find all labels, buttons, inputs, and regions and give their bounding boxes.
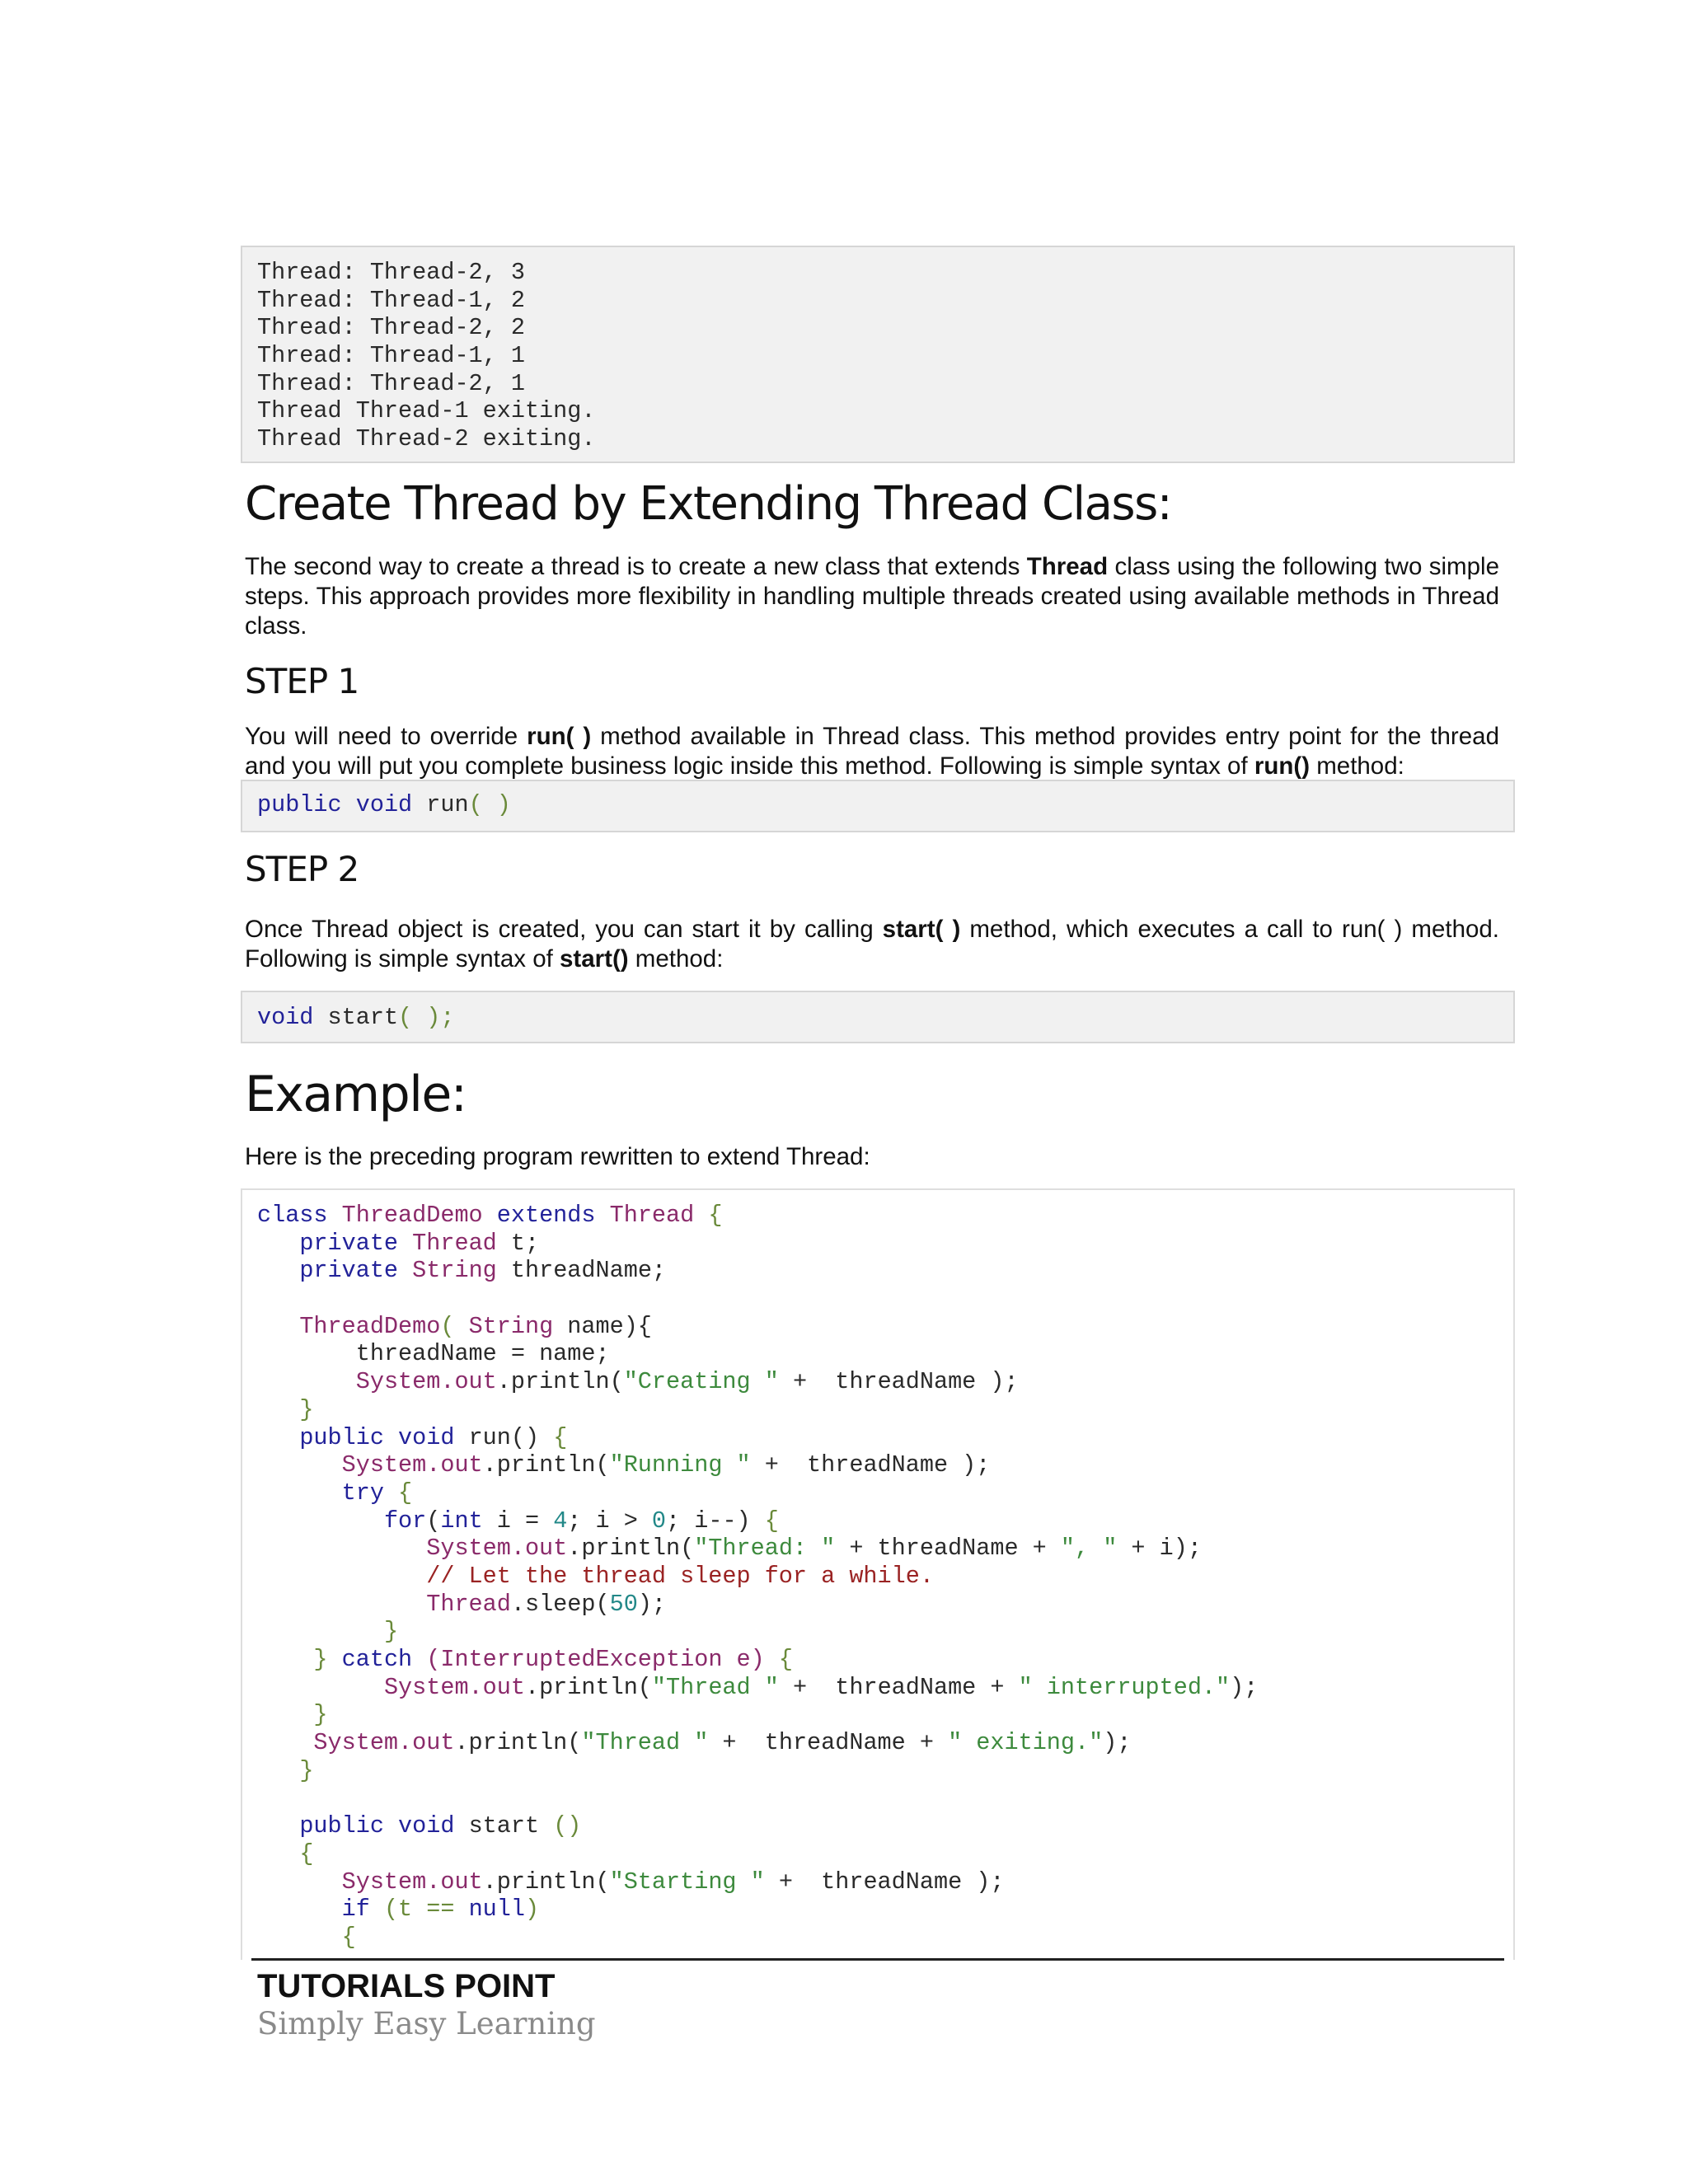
code-line: System.out.println("Thread: " + threadName + ", " + i); [426, 1535, 1202, 1563]
output-line: Thread Thread-1 exiting. [257, 397, 596, 425]
code-line: void start( ); [257, 1004, 455, 1031]
example-code-block [241, 1188, 1515, 1960]
code-line: System.out.println("Thread " + threadName + " interrupted."); [383, 1673, 1259, 1701]
example-intro: Here is the preceding program rewritten to extend Thread: [245, 1143, 870, 1170]
code-line: class ThreadDemo extends Thread { [257, 1202, 723, 1229]
code-line: private Thread t; [299, 1229, 540, 1257]
code-line: if (t == null) [341, 1896, 540, 1924]
code-line: } [299, 1395, 314, 1423]
run-syntax-code-block [241, 780, 1515, 832]
output-code-block [241, 246, 1515, 463]
output-line: Thread: Thread-1, 1 [257, 342, 525, 370]
footer-tagline: Simply Easy Learning [257, 2006, 596, 2041]
code-line: } [299, 1756, 314, 1784]
code-line: for(int i = 4; i > 0; i--) { [383, 1507, 779, 1535]
step2-text: Once Thread object is created, you can start it by calling start( ) method, which executes a call to run( ) method. Following is simple syntax of start() method: [245, 916, 1499, 972]
code-line: System.out.println("Running " + threadName ); [341, 1451, 991, 1479]
code-line: try { [341, 1479, 413, 1507]
code-line: ThreadDemo( String name){ [299, 1312, 652, 1340]
output-line: Thread: Thread-2, 2 [257, 314, 525, 342]
example-heading: Example: [245, 1066, 467, 1123]
output-line: Thread Thread-2 exiting. [257, 425, 596, 453]
code-line: public void run( ) [257, 791, 511, 818]
code-line: threadName = name; [355, 1340, 610, 1368]
section-intro: The second way to create a thread is to create a new class that extends Thread class using the following two simple steps. This approach provides more flexibility in handling multiple threads created using available methods in Thread class. [245, 553, 1499, 640]
code-line: } catch (InterruptedException e) { [313, 1646, 793, 1673]
code-line: { [341, 1923, 356, 1951]
step2-heading: STEP 2 [245, 849, 359, 889]
code-line [257, 1784, 1513, 1812]
step1-text: You will need to override run( ) method available in Thread class. This method provides entry point for the thread and you will put you complete business logic inside this method. Following is simple syntax of run() method: [245, 723, 1499, 780]
code-line: // Let the thread sleep for a while. [426, 1562, 934, 1590]
code-line: } [383, 1618, 399, 1646]
footer-divider [251, 1958, 1504, 1961]
footer-brand: TUTORIALS POINT [257, 1968, 556, 2004]
output-line: Thread: Thread-2, 3 [257, 259, 525, 286]
code-line: private String threadName; [299, 1257, 667, 1285]
code-line: System.out.println("Starting " + threadName ); [341, 1868, 1005, 1896]
output-line: Thread: Thread-1, 2 [257, 286, 525, 314]
section-title: Create Thread by Extending Thread Class: [245, 477, 1172, 531]
code-line: System.out.println("Creating " + threadName ); [355, 1368, 1019, 1396]
output-line: Thread: Thread-2, 1 [257, 369, 525, 397]
code-line: System.out.println("Thread " + threadName + " exiting."); [313, 1729, 1132, 1757]
code-line [257, 1285, 1513, 1313]
code-line: { [299, 1840, 314, 1868]
code-line: public void start () [299, 1812, 582, 1840]
code-line: Thread.sleep(50); [426, 1590, 667, 1618]
code-line: public void run() { [299, 1423, 568, 1451]
step1-heading: STEP 1 [245, 661, 359, 701]
code-line: } [313, 1701, 328, 1729]
start-syntax-code-block [241, 991, 1515, 1043]
